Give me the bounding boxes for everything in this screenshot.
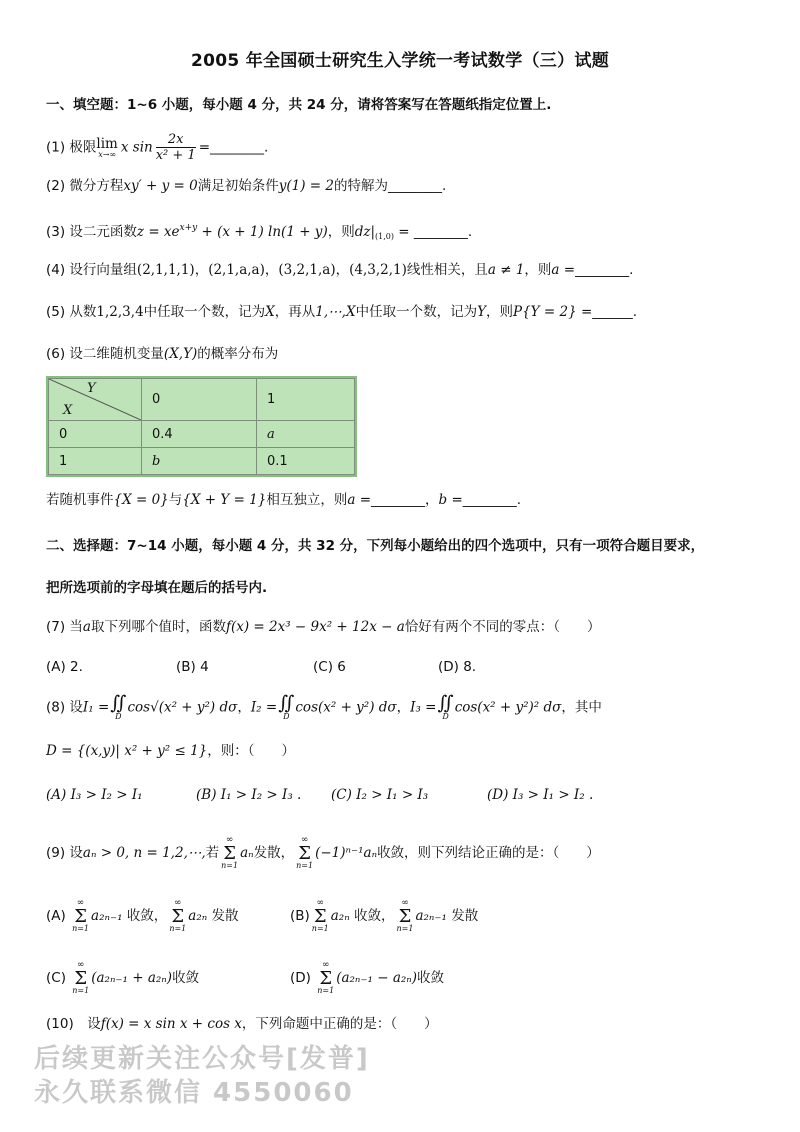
question-3: (3) 设二元函数$z = xe^{x+y} + (x + 1) \ln(1 + y)$，则$dz|_{(1,0)}$ = ________. — [46, 223, 473, 241]
double-integral: ∬ D — [437, 692, 454, 721]
limit-operator: lim x→∞ — [96, 135, 118, 159]
double-integral: ∬ D — [110, 692, 127, 721]
q8-option-b: (B) I₁ > I₂ > I₃ . — [196, 787, 302, 803]
question-9: (9) 设aₙ > 0, n = 1,2,⋯,若 ∞ Σ n=1 aₙ发散， ∞ Σ n=1 (−1)ⁿ⁻¹aₙ收敛，则下列结论正确的是：（ ） — [46, 835, 600, 870]
q9-option-b: (B) ∞ Σ n=1 a₂ₙ 收敛， ∞ Σ n=1 a₂ₙ₋₁ 发散 — [290, 898, 479, 933]
watermark-line2: 永久联系微信 4550060 — [34, 1078, 354, 1108]
question-6-condition: 若随机事件{X = 0}与{X + Y = 1}相互独立，则a =________，b =________. — [46, 492, 522, 508]
q7-option-b: (B) 4 — [176, 659, 209, 675]
q7-option-a: (A) 2. — [46, 659, 83, 675]
section2-heading-line1: 二、选择题：7~14 小题，每小题 4 分，共 32 分，下列每小题给出的四个选项中，只有一项符合题目要求， — [46, 538, 705, 554]
q8-option-d: (D) I₃ > I₁ > I₂ . — [487, 787, 594, 803]
section1-heading: 一、填空题：1~6 小题，每小题 4 分，共 24 分，请将答案写在答题纸指定位置上. — [46, 97, 552, 113]
sum-operator: ∞ Σ n=1 — [221, 835, 239, 870]
question-8: (8) 设I₁ = ∬ D cos√(x² + y²) dσ，I₂ = ∬ D cos(x² + y²) dσ，I₃ = ∬ D cos(x² + y²)² dσ，其中 — [46, 692, 602, 721]
section2-heading-line2: 把所选项前的字母填在题后的括号内. — [46, 580, 268, 596]
question-7: (7) 当a取下列哪个值时，函数f(x) = 2x³ − 9x² + 12x − a恰好有两个不同的零点：（ ） — [46, 619, 601, 635]
table-row: 1 b 0.1 — [49, 448, 355, 475]
question-10: (10) 设f(x) = x sin x + cos x，下列命题中正确的是：（ ） — [46, 1016, 438, 1032]
page-title: 2005 年全国硕士研究生入学统一考试数学（三）试题 — [190, 51, 610, 71]
header-y: Y — [87, 381, 96, 396]
q9-option-d: (D) ∞ Σ n=1 (a₂ₙ₋₁ − a₂ₙ)收敛 — [290, 960, 445, 995]
q9-option-c: (C) ∞ Σ n=1 (a₂ₙ₋₁ + a₂ₙ)收敛 — [46, 960, 200, 995]
q7-option-d: (D) 8. — [438, 659, 477, 675]
col-header-0: 0 — [142, 379, 257, 421]
header-x: X — [63, 403, 73, 418]
sum-operator: ∞ Σ n=1 — [296, 835, 314, 870]
probability-table — [46, 376, 357, 477]
q7-option-c: (C) 6 — [313, 659, 346, 675]
question-8-domain: D = {(x,y)| x² + y² ≤ 1}，则：（ ） — [46, 743, 295, 759]
q8-option-a: (A) I₃ > I₂ > I₁ — [46, 787, 143, 803]
question-4: (4) 设行向量组(2,1,1,1)，(2,1,a,a)，(3,2,1,a)，(4,3,2,1)线性相关，且a ≠ 1，则a =________. — [46, 262, 634, 278]
watermark-line1: 后续更新关注公众号[发普] — [34, 1044, 370, 1074]
question-5: (5) 从数1,2,3,4中任取一个数，记为X，再从1,⋯,X中任取一个数，记为Y，则P{Y = 2} =______. — [46, 304, 638, 320]
col-header-1: 1 — [257, 379, 355, 421]
table-row: 0 0.4 a — [49, 421, 355, 448]
question-6: (6) 设二维随机变量(X,Y)的概率分布为 — [46, 346, 279, 362]
q9-option-a: (A) ∞ Σ n=1 a₂ₙ₋₁ 收敛， ∞ Σ n=1 a₂ₙ 发散 — [46, 898, 239, 933]
fraction: $\frac{2x}{\text{x² + 1}}$ — [155, 132, 196, 163]
question-2: (2) 微分方程xy′ + y = 0满足初始条件y(1) = 2的特解为________. — [46, 178, 447, 194]
double-integral: ∬ D — [278, 692, 295, 721]
question-1: (1) 极限 lim x→∞ x sin $\frac{2x}{\text{x² + 1}}$ =________. — [46, 132, 269, 163]
table-corner-cell — [49, 379, 142, 421]
q8-option-c: (C) I₂ > I₁ > I₃ — [331, 787, 429, 803]
